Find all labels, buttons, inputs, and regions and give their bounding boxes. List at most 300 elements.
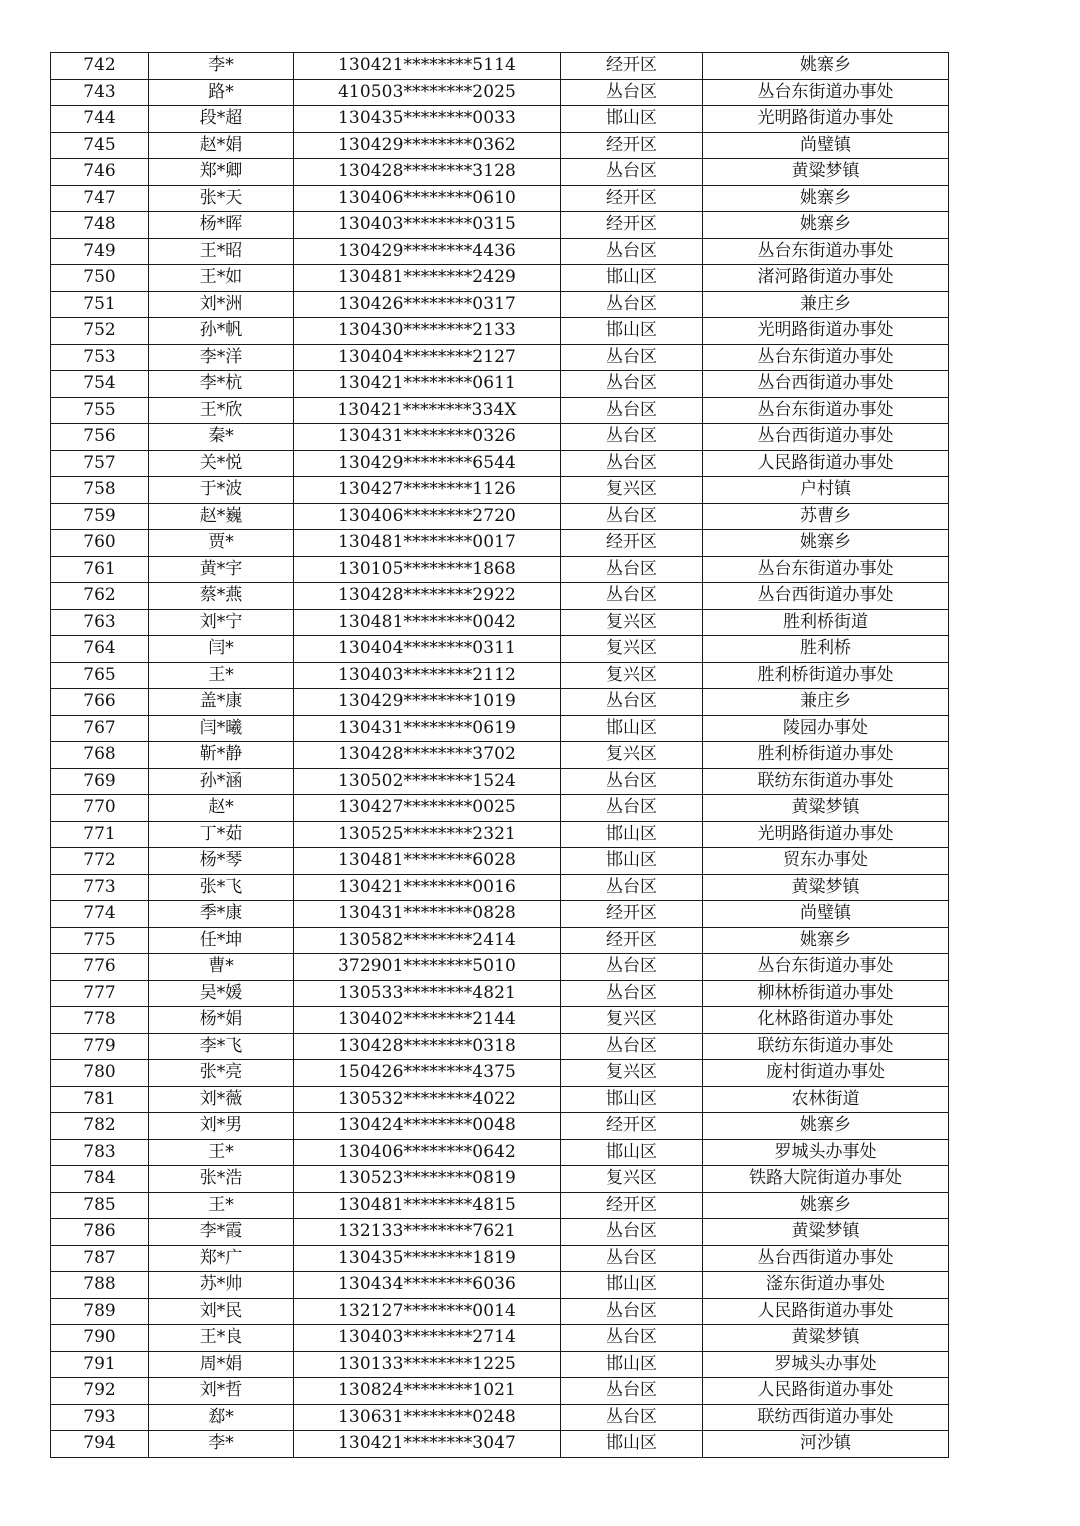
id-number-cell: 130431********0619	[294, 715, 561, 742]
name-cell: 杨*晖	[149, 212, 294, 239]
street-cell: 丛台东街道办事处	[703, 954, 949, 981]
name-cell: 李*飞	[149, 1033, 294, 1060]
table-row	[51, 1404, 949, 1431]
street-cell: 姚寨乡	[703, 53, 949, 80]
row-number-cell: 794	[51, 1431, 149, 1458]
street-cell: 化林路街道办事处	[703, 1007, 949, 1034]
district-cell: 丛台区	[561, 689, 703, 716]
row-number-cell: 748	[51, 212, 149, 239]
table-row	[51, 503, 949, 530]
id-number-cell: 130481********2429	[294, 265, 561, 292]
row-number-cell: 787	[51, 1245, 149, 1272]
id-number-cell: 130133********1225	[294, 1351, 561, 1378]
row-number-cell: 764	[51, 636, 149, 663]
id-number-cell: 130406********0642	[294, 1139, 561, 1166]
district-cell: 复兴区	[561, 1060, 703, 1087]
name-cell: 关*悦	[149, 450, 294, 477]
district-cell: 复兴区	[561, 636, 703, 663]
district-cell: 丛台区	[561, 397, 703, 424]
table-row	[51, 53, 949, 80]
row-number-cell: 770	[51, 795, 149, 822]
row-number-cell: 773	[51, 874, 149, 901]
street-cell: 姚寨乡	[703, 212, 949, 239]
street-cell: 胜利桥街道	[703, 609, 949, 636]
district-cell: 邯山区	[561, 1139, 703, 1166]
name-cell: 张*天	[149, 185, 294, 212]
street-cell: 丛台西街道办事处	[703, 583, 949, 610]
name-cell: 秦*	[149, 424, 294, 451]
name-cell: 蔡*燕	[149, 583, 294, 610]
row-number-cell: 751	[51, 291, 149, 318]
district-cell: 丛台区	[561, 291, 703, 318]
district-cell: 邯山区	[561, 265, 703, 292]
id-number-cell: 130424********0048	[294, 1113, 561, 1140]
name-cell: 李*洋	[149, 344, 294, 371]
name-cell: 于*波	[149, 477, 294, 504]
street-cell: 铁路大院街道办事处	[703, 1166, 949, 1193]
street-cell: 渚河路街道办事处	[703, 265, 949, 292]
street-cell: 黄粱梦镇	[703, 874, 949, 901]
id-number-cell: 130428********3702	[294, 742, 561, 769]
table-row	[51, 185, 949, 212]
table-row	[51, 742, 949, 769]
street-cell: 黄粱梦镇	[703, 159, 949, 186]
id-number-cell: 130428********3128	[294, 159, 561, 186]
id-number-cell: 130403********2714	[294, 1325, 561, 1352]
street-cell: 丛台西街道办事处	[703, 424, 949, 451]
table-row	[51, 424, 949, 451]
id-number-cell: 130481********4815	[294, 1192, 561, 1219]
name-cell: 王*	[149, 662, 294, 689]
district-cell: 经开区	[561, 901, 703, 928]
street-cell: 滏东街道办事处	[703, 1272, 949, 1299]
table-row	[51, 344, 949, 371]
id-number-cell: 130502********1524	[294, 768, 561, 795]
district-cell: 复兴区	[561, 1166, 703, 1193]
name-cell: 吴*媛	[149, 980, 294, 1007]
row-number-cell: 769	[51, 768, 149, 795]
table-row	[51, 795, 949, 822]
name-cell: 黄*宇	[149, 556, 294, 583]
name-cell: 王*昭	[149, 238, 294, 265]
table-row	[51, 874, 949, 901]
id-number-cell: 130421********0611	[294, 371, 561, 398]
district-cell: 邯山区	[561, 821, 703, 848]
id-number-cell: 130421********5114	[294, 53, 561, 80]
table-row	[51, 768, 949, 795]
id-number-cell: 130428********0318	[294, 1033, 561, 1060]
id-number-cell: 130525********2321	[294, 821, 561, 848]
id-number-cell: 130406********2720	[294, 503, 561, 530]
table-row	[51, 1298, 949, 1325]
district-cell: 复兴区	[561, 742, 703, 769]
id-number-cell: 130533********4821	[294, 980, 561, 1007]
table-row	[51, 530, 949, 557]
street-cell: 农林街道	[703, 1086, 949, 1113]
row-number-cell: 760	[51, 530, 149, 557]
name-cell: 李*杭	[149, 371, 294, 398]
id-number-cell: 132133********7621	[294, 1219, 561, 1246]
row-number-cell: 783	[51, 1139, 149, 1166]
district-cell: 丛台区	[561, 583, 703, 610]
table-row	[51, 980, 949, 1007]
id-number-cell: 130429********6544	[294, 450, 561, 477]
id-number-cell: 410503********2025	[294, 79, 561, 106]
id-number-cell: 130429********0362	[294, 132, 561, 159]
street-cell: 丛台东街道办事处	[703, 344, 949, 371]
table-row	[51, 1060, 949, 1087]
name-cell: 路*	[149, 79, 294, 106]
street-cell: 柳林桥街道办事处	[703, 980, 949, 1007]
row-number-cell: 785	[51, 1192, 149, 1219]
id-number-cell: 130402********2144	[294, 1007, 561, 1034]
street-cell: 人民路街道办事处	[703, 1298, 949, 1325]
name-cell: 李*	[149, 1431, 294, 1458]
name-cell: 闫*曦	[149, 715, 294, 742]
district-cell: 复兴区	[561, 609, 703, 636]
street-cell: 丛台东街道办事处	[703, 238, 949, 265]
street-cell: 姚寨乡	[703, 1192, 949, 1219]
district-cell: 经开区	[561, 927, 703, 954]
district-cell: 邯山区	[561, 1351, 703, 1378]
street-cell: 姚寨乡	[703, 927, 949, 954]
row-number-cell: 750	[51, 265, 149, 292]
district-cell: 邯山区	[561, 1431, 703, 1458]
row-number-cell: 781	[51, 1086, 149, 1113]
id-number-cell: 132127********0014	[294, 1298, 561, 1325]
street-cell: 姚寨乡	[703, 530, 949, 557]
row-number-cell: 757	[51, 450, 149, 477]
district-cell: 邯山区	[561, 1086, 703, 1113]
table-row	[51, 1351, 949, 1378]
name-cell: 杨*娟	[149, 1007, 294, 1034]
district-cell: 丛台区	[561, 344, 703, 371]
table-row	[51, 609, 949, 636]
name-cell: 李*霞	[149, 1219, 294, 1246]
row-number-cell: 752	[51, 318, 149, 345]
name-cell: 王*欣	[149, 397, 294, 424]
name-cell: 任*坤	[149, 927, 294, 954]
roster-table	[50, 52, 949, 1458]
table-row	[51, 106, 949, 133]
table-row	[51, 821, 949, 848]
id-number-cell: 372901********5010	[294, 954, 561, 981]
name-cell: 王*	[149, 1192, 294, 1219]
street-cell: 庞村街道办事处	[703, 1060, 949, 1087]
row-number-cell: 762	[51, 583, 149, 610]
row-number-cell: 778	[51, 1007, 149, 1034]
id-number-cell: 130403********2112	[294, 662, 561, 689]
row-number-cell: 754	[51, 371, 149, 398]
name-cell: 王*	[149, 1139, 294, 1166]
row-number-cell: 743	[51, 79, 149, 106]
district-cell: 经开区	[561, 530, 703, 557]
street-cell: 丛台西街道办事处	[703, 1245, 949, 1272]
district-cell: 丛台区	[561, 159, 703, 186]
name-cell: 王*良	[149, 1325, 294, 1352]
table-row	[51, 371, 949, 398]
row-number-cell: 793	[51, 1404, 149, 1431]
district-cell: 丛台区	[561, 980, 703, 1007]
id-number-cell: 130824********1021	[294, 1378, 561, 1405]
district-cell: 丛台区	[561, 556, 703, 583]
row-number-cell: 755	[51, 397, 149, 424]
street-cell: 光明路街道办事处	[703, 821, 949, 848]
row-number-cell: 790	[51, 1325, 149, 1352]
table-row	[51, 954, 949, 981]
name-cell: 曹*	[149, 954, 294, 981]
table-row	[51, 132, 949, 159]
district-cell: 丛台区	[561, 1033, 703, 1060]
name-cell: 季*康	[149, 901, 294, 928]
street-cell: 联纺东街道办事处	[703, 1033, 949, 1060]
street-cell: 光明路街道办事处	[703, 318, 949, 345]
district-cell: 丛台区	[561, 1219, 703, 1246]
district-cell: 邯山区	[561, 106, 703, 133]
street-cell: 胜利桥街道办事处	[703, 742, 949, 769]
id-number-cell: 130421********0016	[294, 874, 561, 901]
table-row	[51, 636, 949, 663]
district-cell: 丛台区	[561, 1298, 703, 1325]
name-cell: 苏*帅	[149, 1272, 294, 1299]
street-cell: 胜利桥街道办事处	[703, 662, 949, 689]
street-cell: 苏曹乡	[703, 503, 949, 530]
district-cell: 邯山区	[561, 848, 703, 875]
street-cell: 尚璧镇	[703, 901, 949, 928]
district-cell: 丛台区	[561, 424, 703, 451]
table-row	[51, 1325, 949, 1352]
table-row	[51, 901, 949, 928]
district-cell: 经开区	[561, 1192, 703, 1219]
row-number-cell: 763	[51, 609, 149, 636]
row-number-cell: 791	[51, 1351, 149, 1378]
id-number-cell: 130532********4022	[294, 1086, 561, 1113]
street-cell: 黄粱梦镇	[703, 1325, 949, 1352]
id-number-cell: 130431********0326	[294, 424, 561, 451]
name-cell: 赵*巍	[149, 503, 294, 530]
street-cell: 黄粱梦镇	[703, 795, 949, 822]
district-cell: 丛台区	[561, 238, 703, 265]
district-cell: 丛台区	[561, 1378, 703, 1405]
id-number-cell: 130631********0248	[294, 1404, 561, 1431]
table-row	[51, 318, 949, 345]
name-cell: 孙*涵	[149, 768, 294, 795]
name-cell: 闫*	[149, 636, 294, 663]
name-cell: 盖*康	[149, 689, 294, 716]
row-number-cell: 749	[51, 238, 149, 265]
name-cell: 刘*薇	[149, 1086, 294, 1113]
table-row	[51, 662, 949, 689]
district-cell: 经开区	[561, 53, 703, 80]
id-number-cell: 130105********1868	[294, 556, 561, 583]
id-number-cell: 130431********0828	[294, 901, 561, 928]
table-row	[51, 1219, 949, 1246]
id-number-cell: 130481********0042	[294, 609, 561, 636]
street-cell: 罗城头办事处	[703, 1351, 949, 1378]
street-cell: 胜利桥	[703, 636, 949, 663]
row-number-cell: 745	[51, 132, 149, 159]
district-cell: 邯山区	[561, 318, 703, 345]
name-cell: 杨*琴	[149, 848, 294, 875]
district-cell: 丛台区	[561, 768, 703, 795]
district-cell: 经开区	[561, 132, 703, 159]
district-cell: 丛台区	[561, 874, 703, 901]
district-cell: 丛台区	[561, 1245, 703, 1272]
district-cell: 经开区	[561, 212, 703, 239]
row-number-cell: 742	[51, 53, 149, 80]
row-number-cell: 775	[51, 927, 149, 954]
id-number-cell: 130404********0311	[294, 636, 561, 663]
table-row	[51, 450, 949, 477]
row-number-cell: 765	[51, 662, 149, 689]
name-cell: 段*超	[149, 106, 294, 133]
id-number-cell: 130481********0017	[294, 530, 561, 557]
table-row	[51, 79, 949, 106]
name-cell: 王*如	[149, 265, 294, 292]
id-number-cell: 130429********1019	[294, 689, 561, 716]
street-cell: 光明路街道办事处	[703, 106, 949, 133]
street-cell: 丛台东街道办事处	[703, 397, 949, 424]
id-number-cell: 130427********0025	[294, 795, 561, 822]
table-row	[51, 1245, 949, 1272]
id-number-cell: 130406********0610	[294, 185, 561, 212]
street-cell: 河沙镇	[703, 1431, 949, 1458]
row-number-cell: 767	[51, 715, 149, 742]
id-number-cell: 130421********334X	[294, 397, 561, 424]
table-row	[51, 556, 949, 583]
row-number-cell: 761	[51, 556, 149, 583]
table-row	[51, 1431, 949, 1458]
name-cell: 刘*哲	[149, 1378, 294, 1405]
table-row	[51, 159, 949, 186]
street-cell: 陵园办事处	[703, 715, 949, 742]
street-cell: 姚寨乡	[703, 1113, 949, 1140]
table-row	[51, 291, 949, 318]
table-row	[51, 1166, 949, 1193]
id-number-cell: 130523********0819	[294, 1166, 561, 1193]
district-cell: 经开区	[561, 185, 703, 212]
row-number-cell: 758	[51, 477, 149, 504]
id-number-cell: 130429********4436	[294, 238, 561, 265]
street-cell: 联纺东街道办事处	[703, 768, 949, 795]
id-number-cell: 130430********2133	[294, 318, 561, 345]
row-number-cell: 788	[51, 1272, 149, 1299]
id-number-cell: 150426********4375	[294, 1060, 561, 1087]
name-cell: 郄*	[149, 1404, 294, 1431]
table-row	[51, 689, 949, 716]
name-cell: 郑*广	[149, 1245, 294, 1272]
table-row	[51, 1113, 949, 1140]
district-cell: 复兴区	[561, 1007, 703, 1034]
district-cell: 邯山区	[561, 715, 703, 742]
table-row	[51, 477, 949, 504]
row-number-cell: 789	[51, 1298, 149, 1325]
table-row	[51, 1086, 949, 1113]
row-number-cell: 779	[51, 1033, 149, 1060]
district-cell: 复兴区	[561, 477, 703, 504]
id-number-cell: 130428********2922	[294, 583, 561, 610]
street-cell: 人民路街道办事处	[703, 450, 949, 477]
table-row	[51, 848, 949, 875]
name-cell: 张*浩	[149, 1166, 294, 1193]
table-row	[51, 265, 949, 292]
name-cell: 刘*洲	[149, 291, 294, 318]
table-row	[51, 1139, 949, 1166]
row-number-cell: 753	[51, 344, 149, 371]
district-cell: 丛台区	[561, 503, 703, 530]
row-number-cell: 747	[51, 185, 149, 212]
street-cell: 丛台西街道办事处	[703, 371, 949, 398]
table-row	[51, 927, 949, 954]
id-number-cell: 130582********2414	[294, 927, 561, 954]
id-number-cell: 130481********6028	[294, 848, 561, 875]
row-number-cell: 772	[51, 848, 149, 875]
name-cell: 郑*卿	[149, 159, 294, 186]
name-cell: 孙*帆	[149, 318, 294, 345]
street-cell: 贸东办事处	[703, 848, 949, 875]
table-row	[51, 1272, 949, 1299]
id-number-cell: 130404********2127	[294, 344, 561, 371]
row-number-cell: 784	[51, 1166, 149, 1193]
name-cell: 刘*民	[149, 1298, 294, 1325]
row-number-cell: 776	[51, 954, 149, 981]
roster-table-body	[51, 53, 949, 1458]
row-number-cell: 774	[51, 901, 149, 928]
name-cell: 张*飞	[149, 874, 294, 901]
row-number-cell: 771	[51, 821, 149, 848]
id-number-cell: 130426********0317	[294, 291, 561, 318]
id-number-cell: 130435********0033	[294, 106, 561, 133]
row-number-cell: 746	[51, 159, 149, 186]
name-cell: 李*	[149, 53, 294, 80]
street-cell: 人民路街道办事处	[703, 1378, 949, 1405]
row-number-cell: 759	[51, 503, 149, 530]
street-cell: 兼庄乡	[703, 689, 949, 716]
name-cell: 赵*	[149, 795, 294, 822]
street-cell: 丛台东街道办事处	[703, 556, 949, 583]
id-number-cell: 130403********0315	[294, 212, 561, 239]
row-number-cell: 768	[51, 742, 149, 769]
table-row	[51, 397, 949, 424]
id-number-cell: 130421********3047	[294, 1431, 561, 1458]
street-cell: 兼庄乡	[703, 291, 949, 318]
row-number-cell: 744	[51, 106, 149, 133]
street-cell: 尚璧镇	[703, 132, 949, 159]
district-cell: 丛台区	[561, 795, 703, 822]
row-number-cell: 782	[51, 1113, 149, 1140]
row-number-cell: 766	[51, 689, 149, 716]
table-row	[51, 238, 949, 265]
row-number-cell: 777	[51, 980, 149, 1007]
name-cell: 赵*娟	[149, 132, 294, 159]
street-cell: 户村镇	[703, 477, 949, 504]
table-row	[51, 1007, 949, 1034]
name-cell: 周*娟	[149, 1351, 294, 1378]
table-row	[51, 1192, 949, 1219]
table-row	[51, 1033, 949, 1060]
district-cell: 丛台区	[561, 371, 703, 398]
row-number-cell: 792	[51, 1378, 149, 1405]
district-cell: 邯山区	[561, 1272, 703, 1299]
id-number-cell: 130427********1126	[294, 477, 561, 504]
name-cell: 张*亮	[149, 1060, 294, 1087]
id-number-cell: 130435********1819	[294, 1245, 561, 1272]
district-cell: 经开区	[561, 1113, 703, 1140]
street-cell: 联纺西街道办事处	[703, 1404, 949, 1431]
district-cell: 丛台区	[561, 1404, 703, 1431]
table-row	[51, 1378, 949, 1405]
name-cell: 丁*茹	[149, 821, 294, 848]
